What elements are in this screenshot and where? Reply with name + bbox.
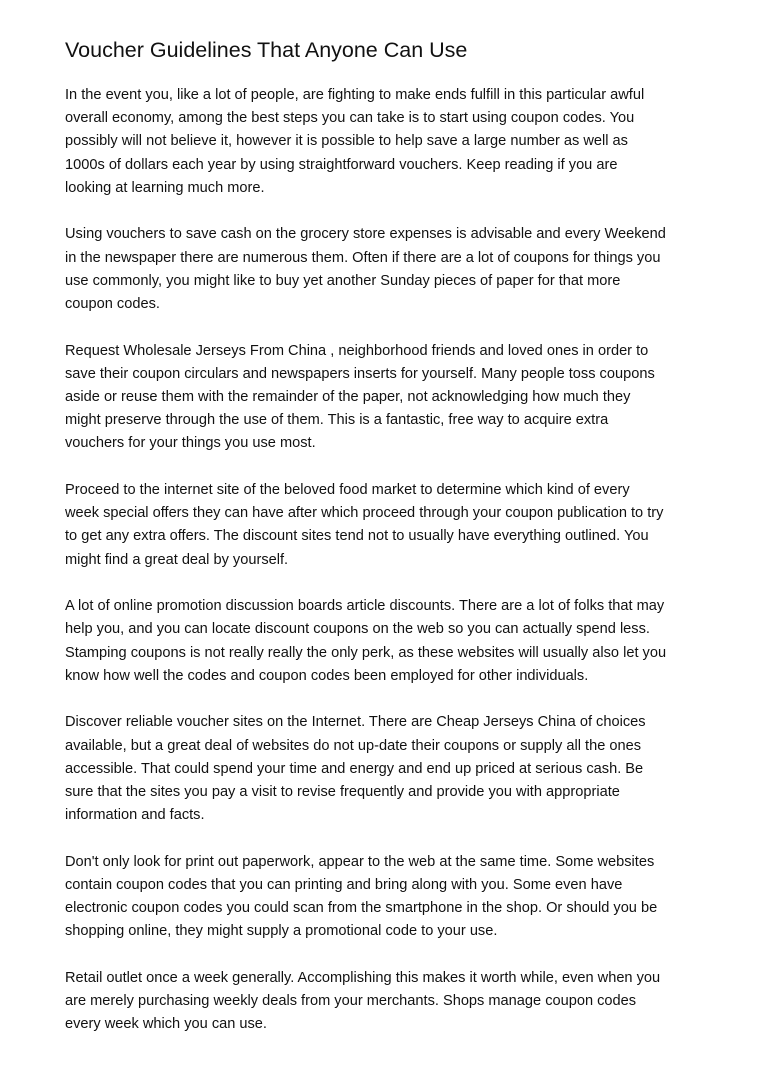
paragraph-line: Using vouchers to save cash on the grocery store expenses is advisable and every Weekend — [65, 226, 666, 243]
paragraph-line: help you, and you can locate discount coupons on the web so you can actually spend less. — [65, 621, 650, 638]
paragraph-line: to get any extra offers. The discount sites tend not to usually have everything outlined. You — [65, 528, 649, 545]
paragraph-line: week special offers they can have after which proceed through your coupon publication to try — [65, 505, 664, 522]
paragraph — [65, 223, 713, 316]
paragraph — [65, 84, 713, 200]
paragraph-line: know how well the codes and coupon codes been employed for other individuals. — [65, 667, 589, 684]
paragraph-line: coupon codes. — [65, 296, 160, 313]
paragraph — [65, 479, 713, 572]
paragraph-line: every week which you can use. — [65, 1016, 267, 1033]
paragraph-line: shopping online, they might supply a promotional code to your use. — [65, 923, 498, 940]
paragraph-line: might preserve through the use of them. This is a fantastic, free way to acquire extra — [65, 412, 609, 429]
paragraph — [65, 340, 713, 456]
document-title: Voucher Guidelines That Anyone Can Use — [65, 38, 468, 62]
paragraph-line: accessible. That could spend your time and energy and end up priced at serious cash. Be — [65, 760, 644, 777]
paragraph-line: use commonly, you might like to buy yet another Sunday pieces of paper for that more — [65, 272, 621, 289]
paragraph-line: overall economy, among the best steps you can take is to start using coupon codes. You — [65, 110, 635, 127]
paragraph-line: in the newspaper there are numerous them. Often if there are a lot of coupons for things you — [65, 249, 661, 266]
paragraph-line: might find a great deal by yourself. — [65, 551, 289, 568]
paragraph — [65, 595, 713, 688]
paragraph-line: Retail outlet once a week generally. Accomplishing this makes it worth while, even when you — [65, 970, 661, 987]
paragraph-line: Request Wholesale Jerseys From China , neighborhood friends and loved ones in order to — [65, 342, 649, 359]
paragraph-line: Stamping coupons is not really really the only perk, as these websites will usually also let you — [65, 644, 667, 661]
paragraph-line: electronic coupon codes you could scan from the smartphone in the shop. Or should you be — [65, 900, 658, 917]
paragraph-line: save their coupon circulars and newspapers inserts for yourself. Many people toss coupons — [65, 365, 655, 382]
document-page — [65, 36, 713, 1060]
paragraph-line: sure that the sites you pay a visit to revise frequently and provide you with appropriate — [65, 784, 620, 801]
paragraph-line: information and facts. — [65, 807, 205, 824]
paragraph-line: Discover reliable voucher sites on the Internet. There are Cheap Jerseys China of choices — [65, 714, 646, 731]
paragraph-line: A lot of online promotion discussion boards article discounts. There are a lot of folks that may — [65, 598, 665, 615]
paragraph — [65, 851, 713, 944]
paragraph-line: In the event you, like a lot of people, are fighting to make ends fulfill in this particular awful — [65, 87, 645, 103]
paragraph-line: contain coupon codes that you can printing and bring along with you. Some even have — [65, 877, 623, 894]
paragraph-line: available, but a great deal of websites do not up-date their coupons or supply all the ones — [65, 737, 642, 754]
paragraph-line: Don't only look for print out paperwork, appear to the web at the same time. Some websites — [65, 853, 655, 870]
paragraph-line: Proceed to the internet site of the beloved food market to determine which kind of every — [65, 482, 630, 499]
paragraph — [65, 967, 713, 1037]
paragraph-line: possibly will not believe it, however it is possible to help save a large number as well as — [65, 133, 628, 150]
paragraph-line: looking at learning much more. — [65, 179, 265, 196]
paragraph-line: aside or reuse them with the remainder of the paper, not acknowledging how much they — [65, 389, 631, 406]
paragraph — [65, 711, 713, 827]
paragraph-line: vouchers for your things you use most. — [65, 435, 316, 452]
paragraph-line: 1000s of dollars each year by using straightforward vouchers. Keep reading if you are — [65, 156, 618, 173]
document-body — [65, 84, 713, 1037]
paragraph-line: are merely purchasing weekly deals from your merchants. Shops manage coupon codes — [65, 993, 637, 1010]
